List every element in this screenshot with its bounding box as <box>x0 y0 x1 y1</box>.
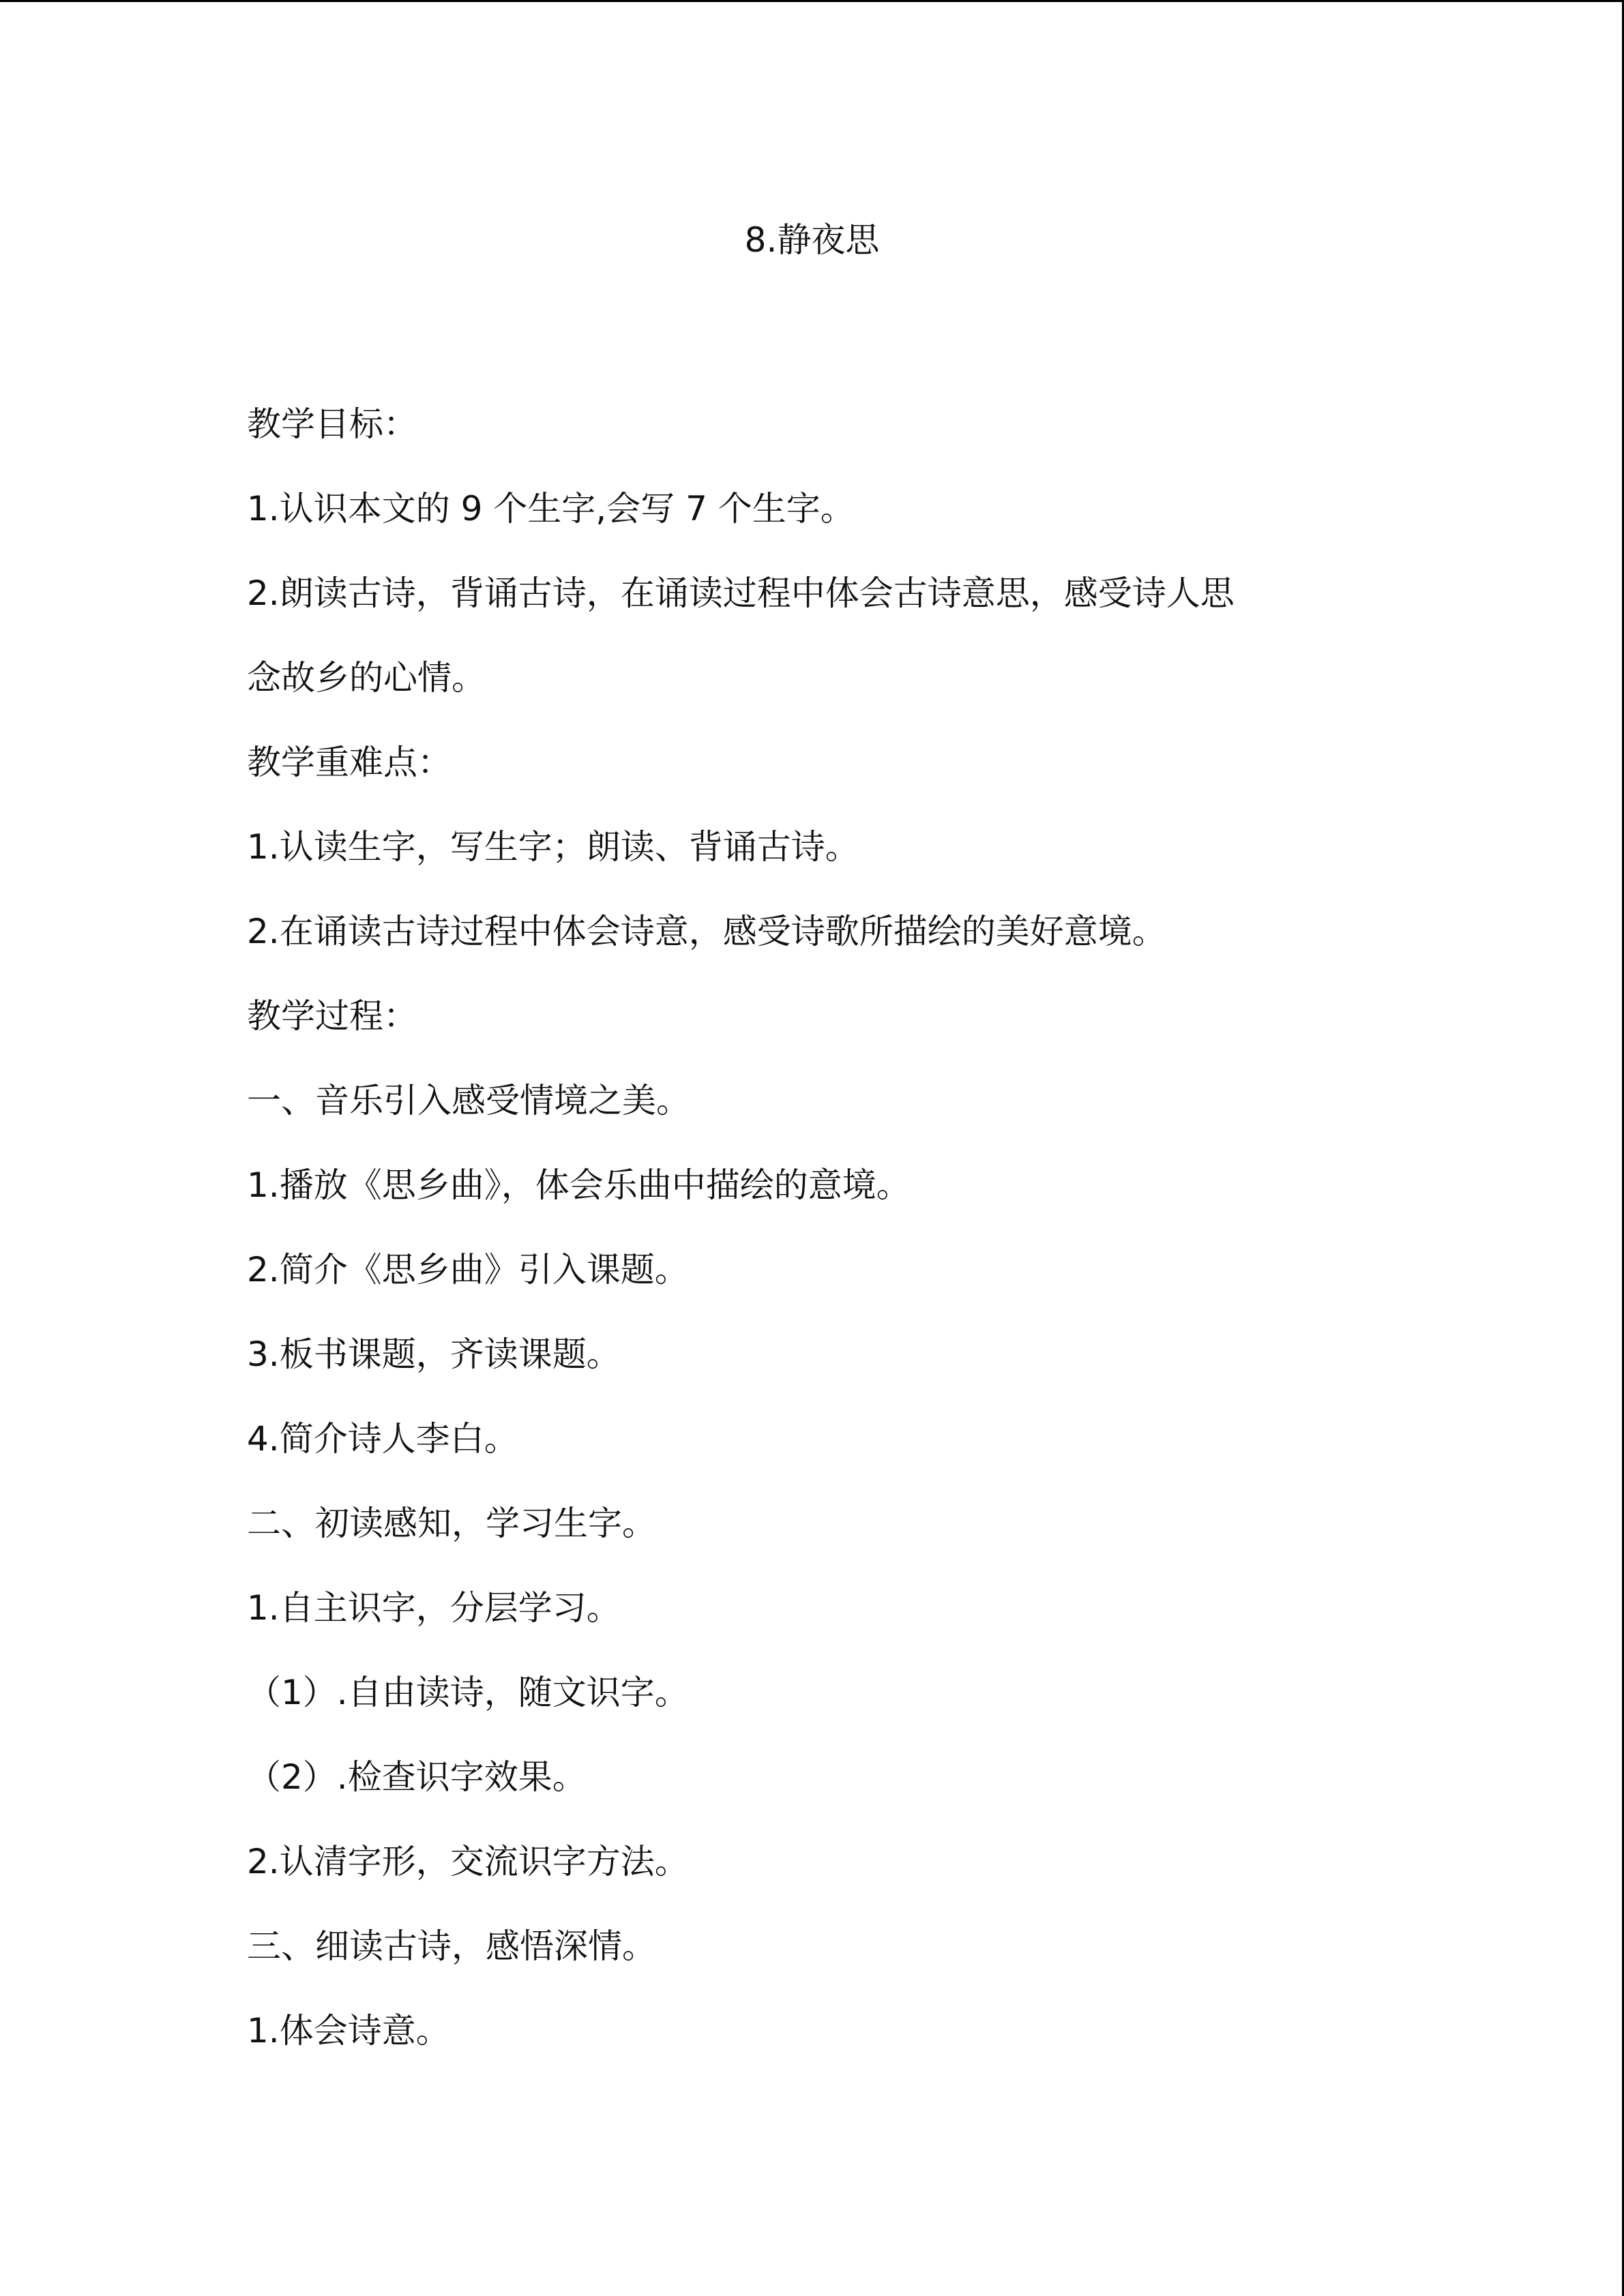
section-heading-process: 教学过程： <box>247 996 417 1036</box>
paragraph-line: 1.体会诗意。 <box>247 2011 450 2051</box>
paragraph-line: （2）.检查识字效果。 <box>247 1757 587 1797</box>
paragraph-line: 1.播放《思乡曲》，体会乐曲中描绘的意境。 <box>247 1165 911 1205</box>
paragraph-line: 2.在诵读古诗过程中体会诗意，感受诗歌所描绘的美好意境。 <box>247 912 1166 951</box>
section-heading-objectives: 教学目标： <box>247 404 417 444</box>
section-heading-key-points: 教学重难点： <box>247 743 452 782</box>
paragraph-line: 念故乡的心情。 <box>247 658 486 698</box>
paragraph-line: 2.认清字形，交流识字方法。 <box>247 1842 689 1881</box>
paragraph-line: （1）.自由读诗，随文识字。 <box>247 1673 689 1712</box>
page-border-top <box>0 0 1624 2</box>
document-title: 8.静夜思 <box>744 220 880 260</box>
paragraph-line: 三、细读古诗，感悟深情。 <box>247 1926 656 1966</box>
paragraph-line: 4.简介诗人李白。 <box>247 1419 518 1459</box>
paragraph-line: 2.朗读古诗，背诵古诗，在诵读过程中体会古诗意思，感受诗人思 <box>247 573 1235 613</box>
paragraph-line: 一、音乐引入感受情境之美。 <box>247 1081 690 1120</box>
paragraph-line: 3.板书课题，齐读课题。 <box>247 1335 621 1374</box>
document-body <box>247 382 1406 2073</box>
paragraph-line: 1.认识本文的 9 个生字,会写 7 个生字。 <box>247 489 855 528</box>
paragraph-line: 1.认读生字，写生字；朗读、背诵古诗。 <box>247 827 859 867</box>
paragraph-line: 1.自主识字，分层学习。 <box>247 1588 621 1628</box>
paragraph-line: 2.简介《思乡曲》引入课题。 <box>247 1250 689 1289</box>
paragraph-line: 二、初读感知，学习生字。 <box>247 1504 656 1543</box>
